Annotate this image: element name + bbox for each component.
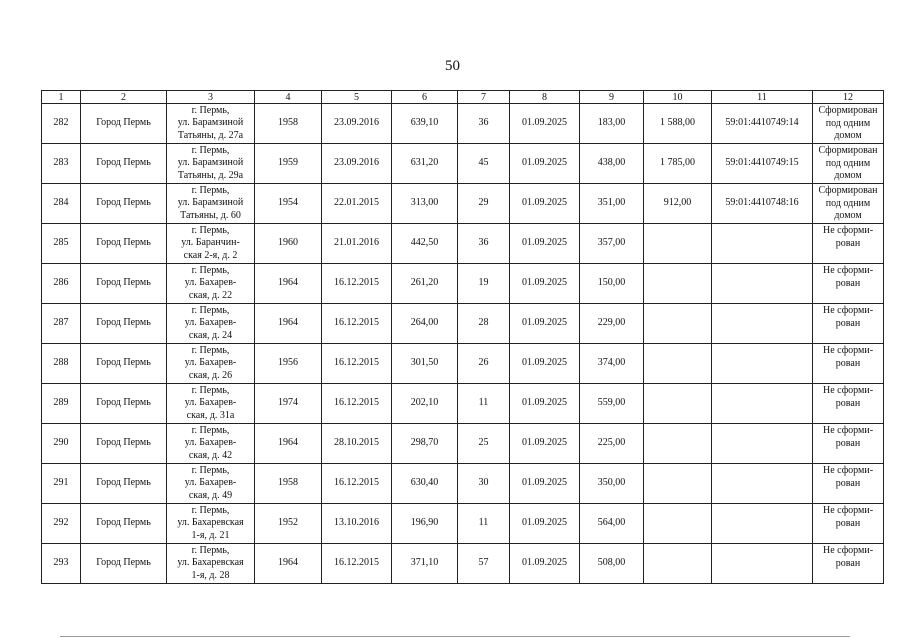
table-row — [42, 264, 884, 304]
table-cell-col-7: 26 — [458, 344, 510, 384]
table-cell-col-6: 298,70 — [392, 424, 458, 464]
table-cell-col-4: 1974 — [255, 384, 322, 424]
housing-registry-table — [41, 90, 884, 584]
table-cell-col-4: 1954 — [255, 184, 322, 224]
table-cell-col-5: 21.01.2016 — [322, 224, 392, 264]
table-cell-col-5: 23.09.2016 — [322, 104, 392, 144]
column-header-10: 10 — [644, 91, 712, 104]
table-cell-col-2: Город Пермь — [81, 224, 167, 264]
table-cell-col-8: 01.09.2025 — [510, 264, 580, 304]
table-cell-col-7: 11 — [458, 384, 510, 424]
table-cell-col-12: Сформирован под одним домом — [813, 144, 884, 184]
table-row — [42, 544, 884, 584]
table-cell-col-9: 225,00 — [580, 424, 644, 464]
table-row — [42, 344, 884, 384]
table-cell-col-12: Не сформи- рован — [813, 384, 884, 424]
table-cell-col-2: Город Пермь — [81, 144, 167, 184]
table-cell-col-3: г. Пермь, ул. Бахаревская 1-я, д. 21 — [167, 504, 255, 544]
table-cell-col-9: 559,00 — [580, 384, 644, 424]
table-body — [42, 104, 884, 584]
table-cell-col-3: г. Пермь, ул. Бахарев- ская, д. 26 — [167, 344, 255, 384]
table-cell-col-10 — [644, 464, 712, 504]
header-row — [42, 91, 884, 104]
table-cell-col-3: г. Пермь, ул. Бахарев- ская, д. 22 — [167, 264, 255, 304]
table-cell-col-5: 16.12.2015 — [322, 344, 392, 384]
table-cell-col-11 — [712, 384, 813, 424]
table-cell-col-6: 631,20 — [392, 144, 458, 184]
table-cell-col-5: 16.12.2015 — [322, 264, 392, 304]
table-cell-col-4: 1964 — [255, 424, 322, 464]
table-cell-col-1: 287 — [42, 304, 81, 344]
table-cell-col-7: 36 — [458, 104, 510, 144]
table-cell-col-2: Город Пермь — [81, 184, 167, 224]
table-cell-col-7: 36 — [458, 224, 510, 264]
table-cell-col-3: г. Пермь, ул. Барамзиной Татьяны, д. 60 — [167, 184, 255, 224]
table-cell-col-6: 202,10 — [392, 384, 458, 424]
table-cell-col-9: 508,00 — [580, 544, 644, 584]
table-cell-col-10 — [644, 384, 712, 424]
column-header-1: 1 — [42, 91, 81, 104]
table-cell-col-9: 564,00 — [580, 504, 644, 544]
page-number: 50 — [445, 58, 460, 74]
table-cell-col-6: 301,50 — [392, 344, 458, 384]
table-cell-col-12: Сформирован под одним домом — [813, 184, 884, 224]
table-cell-col-11 — [712, 344, 813, 384]
table-cell-col-1: 282 — [42, 104, 81, 144]
table-row — [42, 384, 884, 424]
table-cell-col-2: Город Пермь — [81, 504, 167, 544]
table-cell-col-2: Город Пермь — [81, 464, 167, 504]
table-cell-col-9: 357,00 — [580, 224, 644, 264]
table-cell-col-8: 01.09.2025 — [510, 104, 580, 144]
table-cell-col-9: 150,00 — [580, 264, 644, 304]
table-cell-col-11 — [712, 224, 813, 264]
table-cell-col-1: 283 — [42, 144, 81, 184]
table-cell-col-10 — [644, 424, 712, 464]
table-cell-col-7: 19 — [458, 264, 510, 304]
table-cell-col-7: 11 — [458, 504, 510, 544]
table-cell-col-3: г. Пермь, ул. Барамзиной Татьяны, д. 29а — [167, 144, 255, 184]
table-cell-col-4: 1959 — [255, 144, 322, 184]
column-header-8: 8 — [510, 91, 580, 104]
table-cell-col-8: 01.09.2025 — [510, 344, 580, 384]
table-cell-col-7: 28 — [458, 304, 510, 344]
table-cell-col-12: Сформирован под одним домом — [813, 104, 884, 144]
table-cell-col-4: 1958 — [255, 464, 322, 504]
table-cell-col-7: 29 — [458, 184, 510, 224]
table-cell-col-11 — [712, 464, 813, 504]
table-cell-col-8: 01.09.2025 — [510, 464, 580, 504]
table-cell-col-8: 01.09.2025 — [510, 504, 580, 544]
footer-rule — [60, 636, 850, 637]
table-cell-col-8: 01.09.2025 — [510, 424, 580, 464]
table-row — [42, 304, 884, 344]
table-cell-col-9: 183,00 — [580, 104, 644, 144]
column-header-3: 3 — [167, 91, 255, 104]
table-cell-col-2: Город Пермь — [81, 304, 167, 344]
table-cell-col-8: 01.09.2025 — [510, 224, 580, 264]
table-cell-col-1: 288 — [42, 344, 81, 384]
table-cell-col-1: 292 — [42, 504, 81, 544]
table-cell-col-12: Не сформи- рован — [813, 304, 884, 344]
table-cell-col-11: 59:01:4410749:14 — [712, 104, 813, 144]
table-cell-col-3: г. Пермь, ул. Барамзиной Татьяны, д. 27а — [167, 104, 255, 144]
table-cell-col-5: 16.12.2015 — [322, 304, 392, 344]
table-cell-col-7: 25 — [458, 424, 510, 464]
table-cell-col-11: 59:01:4410749:15 — [712, 144, 813, 184]
table-cell-col-9: 374,00 — [580, 344, 644, 384]
table-cell-col-6: 264,00 — [392, 304, 458, 344]
table-cell-col-8: 01.09.2025 — [510, 144, 580, 184]
table-cell-col-9: 438,00 — [580, 144, 644, 184]
table-cell-col-5: 16.12.2015 — [322, 384, 392, 424]
table-cell-col-10 — [644, 544, 712, 584]
table-cell-col-2: Город Пермь — [81, 424, 167, 464]
table-cell-col-12: Не сформи- рован — [813, 424, 884, 464]
table-cell-col-1: 284 — [42, 184, 81, 224]
table-cell-col-10: 912,00 — [644, 184, 712, 224]
table-cell-col-12: Не сформи- рован — [813, 504, 884, 544]
table-cell-col-10 — [644, 304, 712, 344]
table-cell-col-5: 28.10.2015 — [322, 424, 392, 464]
table-cell-col-11 — [712, 304, 813, 344]
table-cell-col-12: Не сформи- рован — [813, 344, 884, 384]
table-cell-col-6: 371,10 — [392, 544, 458, 584]
table-cell-col-5: 23.09.2016 — [322, 144, 392, 184]
table-cell-col-4: 1956 — [255, 344, 322, 384]
table-cell-col-7: 30 — [458, 464, 510, 504]
table-cell-col-9: 351,00 — [580, 184, 644, 224]
table-cell-col-1: 293 — [42, 544, 81, 584]
table-cell-col-7: 57 — [458, 544, 510, 584]
table-cell-col-6: 630,40 — [392, 464, 458, 504]
table-cell-col-2: Город Пермь — [81, 104, 167, 144]
table-cell-col-6: 442,50 — [392, 224, 458, 264]
table-cell-col-8: 01.09.2025 — [510, 184, 580, 224]
table-cell-col-2: Город Пермь — [81, 544, 167, 584]
table-cell-col-10 — [644, 344, 712, 384]
table-cell-col-8: 01.09.2025 — [510, 384, 580, 424]
column-header-4: 4 — [255, 91, 322, 104]
table-cell-col-1: 285 — [42, 224, 81, 264]
column-header-2: 2 — [81, 91, 167, 104]
column-header-5: 5 — [322, 91, 392, 104]
table-cell-col-11 — [712, 424, 813, 464]
table-cell-col-1: 286 — [42, 264, 81, 304]
table-cell-col-11 — [712, 264, 813, 304]
table-cell-col-9: 229,00 — [580, 304, 644, 344]
column-header-6: 6 — [392, 91, 458, 104]
table-cell-col-4: 1964 — [255, 304, 322, 344]
table-cell-col-6: 639,10 — [392, 104, 458, 144]
table-cell-col-9: 350,00 — [580, 464, 644, 504]
table-row — [42, 184, 884, 224]
table-cell-col-12: Не сформи- рован — [813, 264, 884, 304]
column-header-11: 11 — [712, 91, 813, 104]
table-cell-col-3: г. Пермь, ул. Бахарев- ская, д. 42 — [167, 424, 255, 464]
table-cell-col-1: 290 — [42, 424, 81, 464]
table-cell-col-5: 22.01.2015 — [322, 184, 392, 224]
table-cell-col-2: Город Пермь — [81, 344, 167, 384]
table-row — [42, 144, 884, 184]
table-cell-col-6: 261,20 — [392, 264, 458, 304]
table-cell-col-12: Не сформи- рован — [813, 464, 884, 504]
table-row — [42, 504, 884, 544]
table-cell-col-10 — [644, 264, 712, 304]
table-row — [42, 464, 884, 504]
table-cell-col-11 — [712, 544, 813, 584]
table-cell-col-3: г. Пермь, ул. Баранчин- ская 2-я, д. 2 — [167, 224, 255, 264]
table-cell-col-4: 1964 — [255, 264, 322, 304]
table-cell-col-4: 1964 — [255, 544, 322, 584]
table-cell-col-2: Город Пермь — [81, 264, 167, 304]
table-row — [42, 104, 884, 144]
table-row — [42, 424, 884, 464]
column-header-9: 9 — [580, 91, 644, 104]
table-cell-col-5: 13.10.2016 — [322, 504, 392, 544]
table-row — [42, 224, 884, 264]
table-cell-col-8: 01.09.2025 — [510, 304, 580, 344]
column-header-12: 12 — [813, 91, 884, 104]
table-cell-col-1: 289 — [42, 384, 81, 424]
table-cell-col-2: Город Пермь — [81, 384, 167, 424]
table-cell-col-4: 1960 — [255, 224, 322, 264]
column-header-7: 7 — [458, 91, 510, 104]
table-cell-col-8: 01.09.2025 — [510, 544, 580, 584]
table-cell-col-3: г. Пермь, ул. Бахаревская 1-я, д. 28 — [167, 544, 255, 584]
table-cell-col-3: г. Пермь, ул. Бахарев- ская, д. 31а — [167, 384, 255, 424]
table-cell-col-12: Не сформи- рован — [813, 544, 884, 584]
table-cell-col-6: 196,90 — [392, 504, 458, 544]
table-cell-col-12: Не сформи- рован — [813, 224, 884, 264]
table-cell-col-5: 16.12.2015 — [322, 464, 392, 504]
table-cell-col-3: г. Пермь, ул. Бахарев- ская, д. 24 — [167, 304, 255, 344]
table-cell-col-4: 1952 — [255, 504, 322, 544]
table-cell-col-5: 16.12.2015 — [322, 544, 392, 584]
table-cell-col-10: 1 785,00 — [644, 144, 712, 184]
table-cell-col-6: 313,00 — [392, 184, 458, 224]
table-cell-col-11: 59:01:4410748:16 — [712, 184, 813, 224]
table-cell-col-3: г. Пермь, ул. Бахарев- ская, д. 49 — [167, 464, 255, 504]
table-cell-col-10 — [644, 504, 712, 544]
table-cell-col-7: 45 — [458, 144, 510, 184]
table-cell-col-11 — [712, 504, 813, 544]
table-cell-col-10 — [644, 224, 712, 264]
table-cell-col-1: 291 — [42, 464, 81, 504]
table-cell-col-10: 1 588,00 — [644, 104, 712, 144]
table-cell-col-4: 1958 — [255, 104, 322, 144]
